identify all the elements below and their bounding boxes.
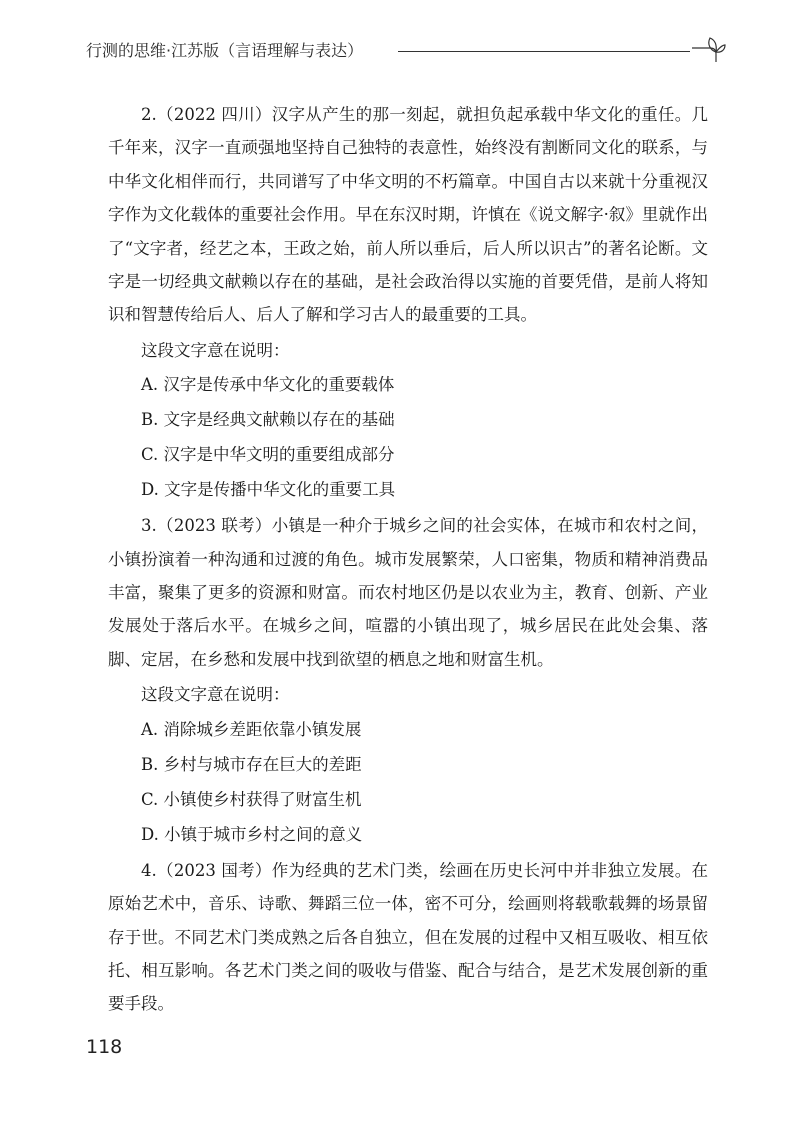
question-stem: 4.（2023 国考）作为经典的艺术门类，绘画在历史长河中并非独立发展。在原始艺术中，音乐、诗歌、舞蹈三位一体，密不可分，绘画则将载歌载舞的场景留存于世。不同艺术门类成熟之后各自独立，但在发展的过程中又相互吸收、相互依托、相互影响。各艺术门类之间的吸收与借鉴、配合与结合，是艺术发展创新的重要手段。 (108, 860, 708, 1014)
option-c: C. 小镇使乡村获得了财富生机 (141, 789, 362, 809)
question-4 (108, 854, 708, 1021)
question-3 (108, 509, 708, 851)
option-a: A. 汉字是传承中华文化的重要载体 (141, 375, 395, 395)
book-title: 行测的思维·江苏版（言语理解与表达） (86, 41, 364, 60)
option-c: C. 汉字是中华文明的重要组成部分 (141, 445, 395, 465)
question-prompt: 这段文字意在说明： (141, 685, 290, 705)
option-d: D. 文字是传播中华文化的重要工具 (141, 480, 396, 500)
question-stem: 2.（2022 四川）汉字从产生的那一刻起，就担负起承载中华文化的重任。几千年来，汉字一直顽强地坚持自己独特的表意性，始终没有割断同文化的联系，与中华文化相伴而行，共同谱写了中华文明的不朽篇章。中国自古以来就十分重视汉字作为文化载体的重要社会作用。早在东汉时期，许慎在《说文解字·叙》里就作出了“文字者，经艺之本，王政之始，前人所以垂后，后人所以识古”的著名论断。文字是一切经典文献赖以存在的基础，是社会政治得以实施的首要凭借，是前人将知识和智慧传给后人、后人了解和学习古人的最重要的工具。 (108, 105, 708, 325)
question-prompt: 这段文字意在说明： (141, 340, 290, 360)
question-2 (108, 98, 708, 507)
sprout-icon (690, 34, 726, 64)
option-b: B. 文字是经典文献赖以存在的基础 (141, 410, 395, 430)
page-number: 118 (86, 1036, 123, 1058)
header-divider (398, 51, 690, 52)
question-stem: 3.（2023 联考）小镇是一种介于城乡之间的社会实体，在城市和农村之间，小镇扮演着一种沟通和过渡的角色。城市发展繁荣，人口密集，物质和精神消费品丰富，聚集了更多的资源和财富。而农村地区仍是以农业为主，教育、创新、产业发展处于落后水平。在城乡之间，喧嚣的小镇出现了，城乡居民在此处会集、落脚、定居，在乡愁和发展中找到欲望的栖息之地和财富生机。 (108, 516, 708, 669)
running-header (86, 36, 726, 64)
page-body (108, 98, 708, 1023)
option-b: B. 乡村与城市存在巨大的差距 (141, 754, 362, 774)
option-d: D. 小镇于城市乡村之间的意义 (141, 824, 363, 844)
option-a: A. 消除城乡差距依靠小镇发展 (141, 719, 362, 739)
